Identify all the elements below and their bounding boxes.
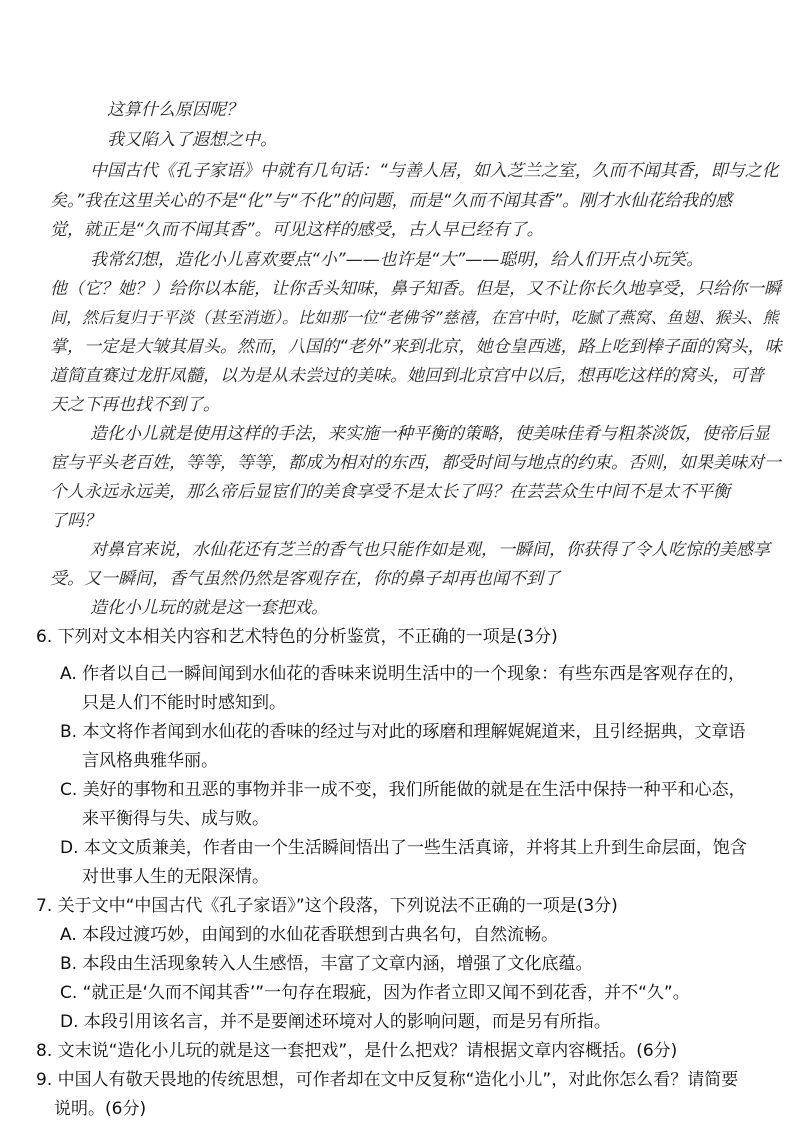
question-6-stem: 6. 下列对文本相关内容和艺术特色的分析鉴赏，不正确的一项是(3分) — [36, 627, 558, 647]
question-7-option-a: A. 本段过渡巧妙，由闻到的水仙花香联想到古典名句，自然流畅。 — [60, 925, 559, 945]
passage-line: 了吗？ — [50, 511, 101, 531]
question-6-option-b: B. 本文将作者闻到水仙花的香味的经过与对此的琢磨和理解娓娓道来，且引经据典，文章语 — [60, 722, 746, 742]
passage-line: 我又陷入了遐想之中。 — [107, 130, 277, 150]
passage-line: 这算什么原因呢？ — [107, 100, 243, 120]
passage-line: 道简直赛过龙肝凤髓，以为是从未尝过的美味。她回到北京宫中以后，想再吃这样的窝头，可普 — [50, 366, 764, 386]
passage-line: 宦与平头老百姓，等等，等等，都成为相对的东西，都受时间与地点的约束。否则，如果美味对一 — [50, 453, 781, 473]
question-8-stem: 8. 文末说“造化小儿玩的就是这一套把戏”，是什么把戏？请根据文章内容概括。(6分) — [36, 1041, 678, 1061]
question-9-stem: 9. 中国人有敬天畏地的传统思想，可作者却在文中反复称“造化小儿”，对此你怎么看？请简要 — [36, 1070, 739, 1090]
passage-line: 我常幻想，造化小儿喜欢要点“小”——也许是“大”——聪明，给人们开点小玩笑。 — [90, 250, 704, 270]
question-6-option-c-cont: 来平衡得与失、成与败。 — [82, 809, 269, 829]
passage-line: 造化小儿就是使用这样的手法，来实施一种平衡的策略，使美味佳肴与粗茶淡饭，使帝后显 — [90, 424, 770, 444]
passage-line: 天之下再也找不到了。 — [50, 395, 220, 415]
passage-line: 掌，一定是大皱其眉头。然而，八国的“老外”来到北京，她仓皇西逃，路上吃到棒子面的窝头，味 — [50, 337, 782, 357]
question-7-stem: 7. 关于文中“中国古代《孔子家语》”这个段落，下列说法不正确的一项是(3分) — [36, 896, 618, 916]
question-6-option-d-cont: 对世事人生的无限深情。 — [82, 867, 269, 887]
passage-line: 矣。”我在这里关心的不是“化”与“不化”的问题，而是“久而不闻其香”。刚才水仙花给我的感 — [50, 191, 733, 211]
question-7-option-c: C. “就正是‘久而不闻其香’”一句存在瑕疵，因为作者立即又闻不到花香，并不“久”。 — [60, 983, 690, 1003]
passage-line: 对鼻官来说，水仙花还有芝兰的香气也只能作如是观，一瞬间，你获得了令人吃惊的美感享 — [90, 540, 770, 560]
passage-line: 造化小儿玩的就是这一套把戏。 — [90, 598, 328, 618]
question-6-option-a-cont: 只是人们不能时时感知到。 — [82, 693, 286, 713]
passage-line: 中国古代《孔子家语》中就有几句话：“与善人居，如入芝兰之室，久而不闻其香，即与之化 — [90, 161, 779, 181]
passage-line: 个人永远永远美，那么帝后显宦们的美食享受不是太长了吗？在芸芸众生中间不是太不平衡 — [50, 482, 730, 502]
passage-line: 他（它？她？）给你以本能，让你舌头知味，鼻子知香。但是，又不让你长久地享受，只给你一瞬 — [50, 279, 781, 299]
question-9-stem-cont: 说明。(6分) — [54, 1099, 147, 1119]
passage-line: 觉，就正是“久而不闻其香”。可见这样的感受，古人早已经有了。 — [50, 220, 544, 240]
question-6-option-d: D. 本文文质兼美，作者由一个生活瞬间悟出了一些生活真谛，并将其上升到生命层面，饱含 — [60, 838, 747, 858]
question-6-option-b-cont: 言风格典雅华丽。 — [82, 751, 218, 771]
question-6-option-a: A. 作者以自己一瞬间闻到水仙花的香味来说明生活中的一个现象：有些东西是客观存在的， — [60, 664, 746, 684]
passage-line: 间，然后复归于平淡（甚至消逝）。比如那一位“老佛爷”慈禧，在宫中时，吃腻了燕窝、鱼翅、猴头、熊 — [50, 308, 779, 327]
question-7-option-d: D. 本段引用该名言，并不是要阐述环境对人的影响问题，而是另有所指。 — [60, 1012, 611, 1032]
passage-line: 受。又一瞬间，香气虽然仍然是客观存在，你的鼻子却再也闻不到了 — [50, 569, 560, 589]
question-7-option-b: B. 本段由生活现象转入人生感悟，丰富了文章内涵，增强了文化底蕴。 — [60, 954, 593, 974]
question-6-option-c: C. 美好的事物和丑恶的事物并非一成不变，我们所能做的就是在生活中保持一种平和心态， — [60, 780, 746, 800]
